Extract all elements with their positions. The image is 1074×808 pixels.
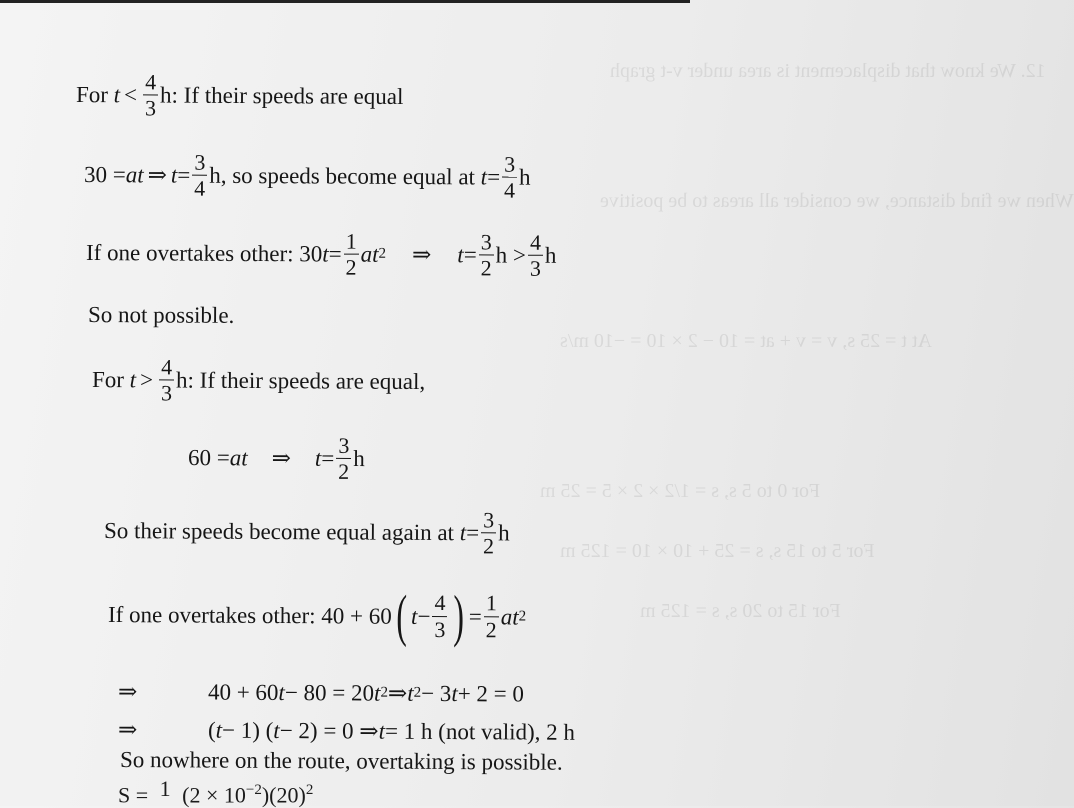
denominator: 3 [159,380,174,405]
relation: < [124,82,138,108]
implies-arrow: ⇒ [117,717,138,743]
fraction [143,70,158,119]
var-t: t [170,162,178,188]
var-t: t [378,718,386,744]
denominator: 3 [432,615,447,640]
exponent: 2 [305,782,314,798]
var-at: at [360,241,379,267]
numerator: 4 [161,354,173,380]
numerator: 3 [194,149,206,175]
numerator: 4 [145,69,157,95]
denominator: 3 [143,95,158,120]
fraction [481,508,496,557]
equation-line-8 [107,582,527,649]
text: So nowhere on the route, overtaking is possible. [119,747,563,775]
text: ( [207,717,216,743]
numerator: 3 [338,432,350,458]
text: = [321,445,335,471]
left-paren: ( [395,582,407,648]
text: − 3 [421,680,452,707]
denominator: 2 [479,254,494,279]
text: − 2) = 0 ⇒ [279,717,379,744]
equation-line-10 [118,718,575,744]
var-t: t [129,367,137,393]
denominator: 2 [344,254,359,279]
var-t: t [457,242,464,268]
var-t: t [314,445,322,471]
denominator: 2 [336,458,351,483]
var-t: t [278,679,285,706]
text: So not possible. [87,302,235,328]
denominator: 3 [528,255,543,280]
var-t: t [480,164,488,190]
equation-line-9 [118,680,524,705]
text: = [177,162,191,188]
text: If one overtakes other: 30 [85,240,323,267]
text: )(20) [261,782,306,808]
var-at: at [229,445,248,471]
denominator: 2 [484,616,499,641]
equation-line-3 [86,228,557,280]
text: h > [495,242,527,268]
relation: > [140,367,154,393]
fraction [502,153,517,202]
cut-off-equation-line [118,776,314,808]
numerator: 3 [504,151,516,177]
show-through-text: For 15 to 20 s, s = 125 m [640,600,841,622]
fraction [528,231,543,280]
text: So their speeds become equal again at [103,518,455,546]
text: + 2 = 0 [457,681,525,707]
text: 60 = [187,445,230,471]
implies: ⇒ [411,242,432,268]
text: h: If their speeds are equal [160,82,404,110]
var-t: t [411,603,418,629]
numerator: 1 [485,590,497,616]
equation-line-2 [84,150,531,202]
denominator: 2 [481,532,496,557]
fraction [159,355,174,404]
fraction [432,591,447,640]
text: ⇒ [387,680,408,706]
text: − [417,603,431,629]
text: = [468,603,482,629]
text: = [328,241,342,267]
show-through-text: For 0 to 5 s, s = 1/2 × 2 × 5 = 25 m [540,480,821,502]
text: 40 + 60 [207,679,279,705]
var-t: t [373,680,381,706]
text: = 1 h (not valid), 2 h [384,718,576,745]
text: h [544,242,557,268]
text: − 1) ( [221,717,274,743]
fraction [484,592,499,641]
numerator: 3 [483,507,495,533]
text: h: If their speeds are equal, [176,367,426,395]
exponent: 2 [518,608,527,625]
numerator: 3 [480,229,492,255]
equation-line-6 [188,433,365,483]
text: If one overtakes other: 40 + 60 [107,601,392,629]
var-t: t [459,520,467,546]
fraction [336,434,351,483]
exponent: 2 [380,684,389,701]
numerator: 1 [345,228,357,254]
statement-line-4 [88,303,234,327]
text: (2 × 10 [182,782,246,808]
implies-arrow: ⇒ [117,679,138,705]
numerator: 4 [434,590,446,616]
var-t: t [215,717,223,743]
exponent: −2 [245,782,262,798]
var-t: t [407,680,414,706]
text: − 80 = 20 [284,680,375,706]
text: h [353,446,365,472]
show-through-text: For 5 to 15 s, s = 25 + 10 × 10 = 125 m [560,540,875,562]
exponent: 2 [378,245,387,262]
var-t: t [322,241,329,267]
text: For [91,367,125,393]
text: h, so speeds become equal at [209,162,476,190]
text: = [487,164,501,190]
fraction [479,230,494,279]
fraction [344,230,359,279]
numerator: 4 [529,229,542,255]
var-t: t [113,82,121,108]
text: h [519,164,531,190]
text: h [498,520,510,546]
text: = [466,520,480,546]
conclusion-line-11 [120,748,563,774]
exponent: 2 [413,684,422,701]
implies: ⇒ [147,162,167,188]
show-through-text: At t = 25 s, v = v + at = 10 − 2 × 10 = −10 m/s [560,330,932,352]
text: S = [118,782,149,808]
condition-line-1 [76,70,404,121]
implies: ⇒ [271,445,291,471]
statement-line-7 [104,506,510,558]
text: = [463,242,477,268]
text: For [75,82,109,108]
var-at: at [125,162,144,188]
var-at: at [500,603,519,630]
top-rule [0,0,690,3]
var-t: t [451,681,458,707]
text: 30 = [83,162,126,188]
right-paren: ) [453,583,465,649]
numerator: 1 [159,776,171,802]
var-t: t [273,717,280,743]
denominator: 4 [502,177,517,202]
condition-line-5 [92,355,425,406]
denominator: 4 [192,175,207,200]
show-through-text: 12. We know that displacement is area under v-t graph [610,60,1046,82]
fraction [192,151,207,200]
show-through-text: When we find distance, we consider all areas to be positive [600,190,1074,212]
